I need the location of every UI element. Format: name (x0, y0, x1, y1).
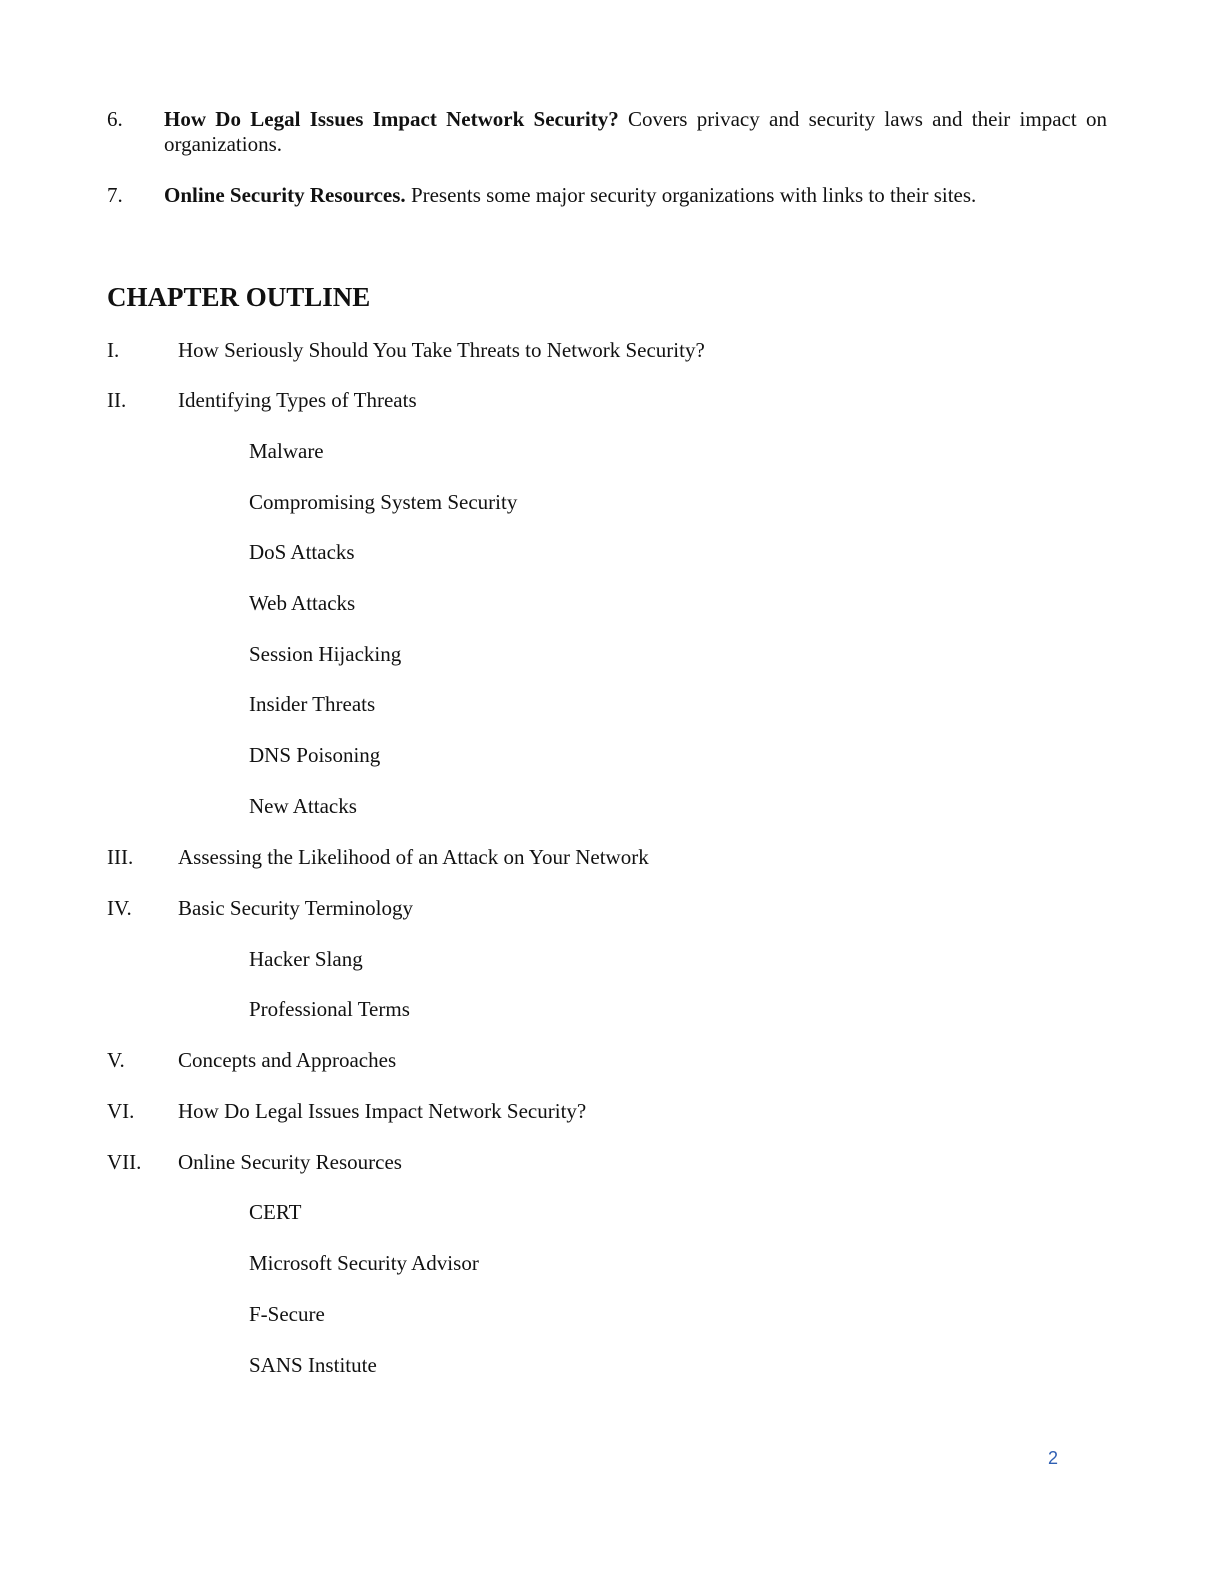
outline-subitem: DoS Attacks (249, 540, 355, 564)
outline-subitem: F-Secure (249, 1302, 325, 1326)
intro-item-text (164, 107, 1107, 157)
outline-roman: VI. (107, 1099, 135, 1123)
outline-subitem: Insider Threats (249, 692, 376, 716)
outline-subitem: Malware (249, 439, 324, 463)
outline-text: Basic Security Terminology (178, 896, 413, 920)
outline-subitem: DNS Poisoning (249, 743, 381, 767)
outline-subitem: New Attacks (249, 794, 357, 818)
outline-roman: IV. (107, 896, 132, 920)
outline-roman: I. (107, 338, 120, 362)
outline-subitem: Session Hijacking (249, 642, 402, 666)
outline-subitem: Professional Terms (249, 997, 410, 1021)
chapter-outline-heading: CHAPTER OUTLINE (107, 282, 371, 312)
intro-item-title: How Do Legal Issues Impact Network Security? (164, 107, 619, 131)
outline-subitem: Microsoft Security Advisor (249, 1251, 479, 1275)
intro-item-number: 7. (107, 183, 123, 207)
outline-text: How Seriously Should You Take Threats to Network Security? (178, 338, 705, 362)
outline-subitem: SANS Institute (249, 1353, 377, 1377)
outline-subitem: Compromising System Security (249, 490, 518, 514)
intro-item-desc: Covers privacy and security laws and their impact on organizations. (164, 107, 1107, 156)
intro-item-7 (107, 183, 1107, 209)
outline-subitem: Web Attacks (249, 591, 356, 615)
intro-item-text (164, 183, 1107, 208)
outline-text: Identifying Types of Threats (178, 388, 417, 412)
intro-item-number: 6. (107, 107, 123, 131)
page-number: 2 (1048, 1448, 1059, 1468)
outline-roman: II. (107, 388, 127, 412)
intro-item-title: Online Security Resources. (164, 183, 406, 207)
outline-subitem: Hacker Slang (249, 947, 363, 971)
outline-text: Concepts and Approaches (178, 1048, 397, 1072)
outline-text: How Do Legal Issues Impact Network Security? (178, 1099, 587, 1123)
outline-roman: VII. (107, 1150, 142, 1174)
intro-item-6 (107, 107, 1107, 159)
outline-text: Assessing the Likelihood of an Attack on Your Network (178, 845, 649, 869)
outline-subitem: CERT (249, 1200, 302, 1224)
outline-text: Online Security Resources (178, 1150, 402, 1174)
intro-item-desc: Presents some major security organizations with links to their sites. (405, 183, 977, 207)
outline-roman: V. (107, 1048, 125, 1072)
outline-roman: III. (107, 845, 134, 869)
